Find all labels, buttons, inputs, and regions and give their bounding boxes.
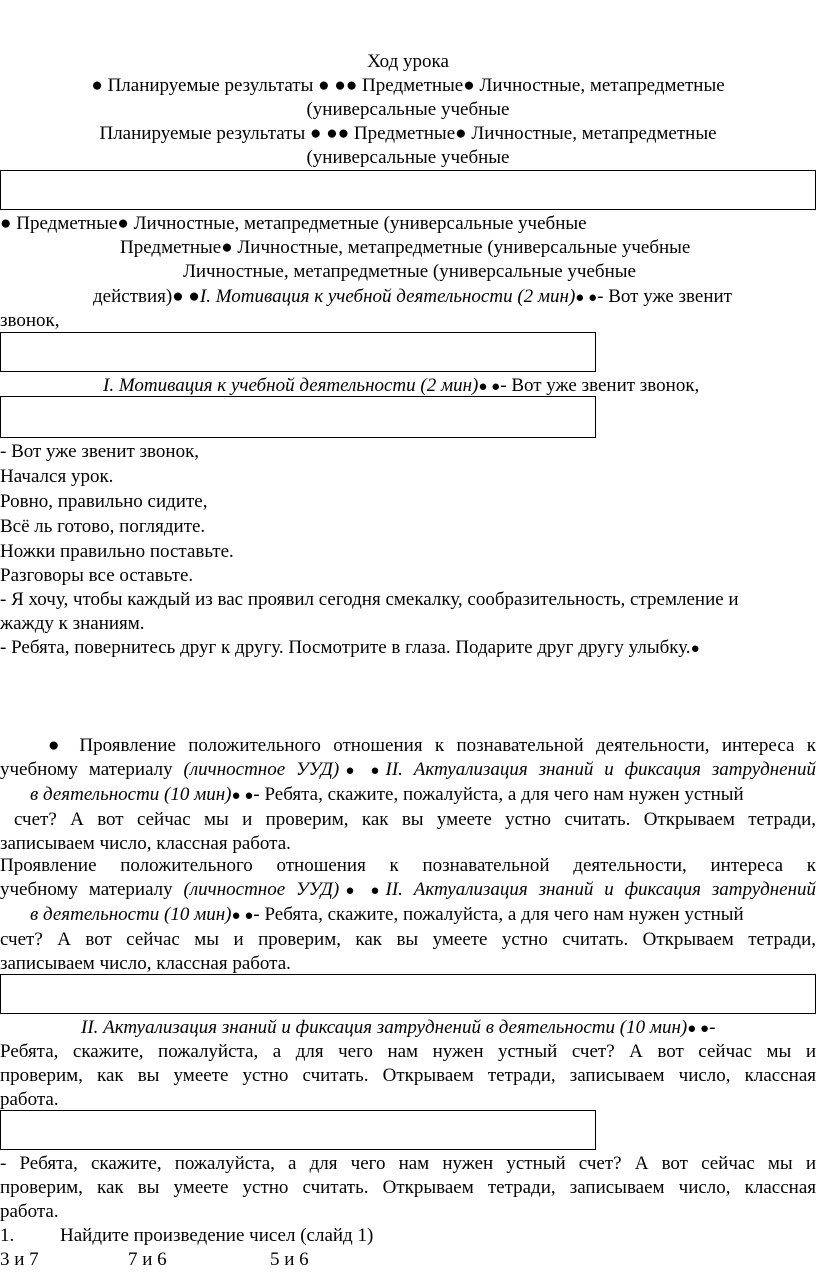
empty-table-cell-2	[0, 332, 596, 372]
block2-line4-suffix: - Вот уже звенит	[597, 286, 732, 307]
poem-line: Разговоры все оставьте.	[0, 565, 194, 586]
final-line-2: проверим, как вы умеете устно считать. Открываем тетради, записываем число, классная	[0, 1177, 816, 1198]
attitude-paragraph-2	[0, 854, 816, 976]
bullet-icon: ● ●	[687, 1021, 710, 1037]
actualization-line-3: проверим, как вы умеете устно считать. Открываем тетради, записываем число, классная	[0, 1065, 816, 1086]
empty-table-cell-1	[0, 170, 816, 210]
attitude-line-3: в деятельности (10 мин)● ●- Ребята, скажите, пожалуйста, а для чего нам нужен устный	[30, 784, 744, 805]
actualization-line-4: работа.	[0, 1089, 59, 1110]
final-line-3: работа.	[0, 1201, 59, 1222]
block2-line-2: Предметные● Личностные, метапредметные (универсальные учебные	[120, 237, 691, 258]
number-pair: 7 и 6	[128, 1249, 167, 1270]
wish-line-1: - Я хочу, чтобы каждый из вас проявил сегодня смекалку, сообразительность, стремление и	[0, 589, 739, 610]
attitude-line-4: счет? А вот сейчас мы и проверим, как вы умеете устно считать. Открываем тетради,	[0, 929, 816, 950]
bullet-icon: ● ●	[231, 908, 254, 924]
attitude-line-5: записываем число, классная работа.	[0, 833, 291, 854]
block2-line-5: звонок,	[0, 310, 60, 331]
block2-line-1: ● Предметные● Личностные, метапредметные (универсальные учебные	[0, 213, 587, 234]
bullet-icon: ● ●	[339, 883, 386, 899]
attitude-line-4: счет? А вот сейчас мы и проверим, как вы умеете устно считать. Открываем тетради,	[14, 809, 816, 830]
poem-line: Ножки правильно поставьте.	[0, 541, 234, 562]
bullet-icon: ● ●	[575, 290, 598, 306]
bullet-icon: ● ●	[478, 379, 501, 395]
actualization-heading: II. Актуализация знаний и фиксация затруднений в деятельности (10 мин)	[81, 1017, 688, 1038]
block2-line-3: Личностные, метапредметные (универсальные учебные	[183, 261, 636, 282]
attitude-line-2: учебному материалу (личностное УУД)● ●II. Актуализация знаний и фиксация затруднений	[0, 759, 816, 780]
lesson-title: Ход урока	[367, 51, 449, 72]
motivation-heading-inline: I. Мотивация к учебной деятельности (2 мин)	[199, 286, 576, 307]
empty-table-cell-3	[0, 396, 596, 438]
wish-line-2: жажду к знаниям.	[0, 613, 145, 634]
poem-line: Ровно, правильно сидите,	[0, 491, 208, 512]
attitude-line-1: Проявление положительного отношения к познавательной деятельности, интереса к	[0, 855, 816, 876]
block2-line4-prefix: действия)● ●	[93, 286, 200, 307]
attitude-paragraph-1	[0, 734, 816, 856]
header-line-1: ● Планируемые результаты ● ●● Предметные● Личностные, метапредметные	[91, 75, 725, 96]
poem-line: Всё ль готово, поглядите.	[0, 516, 206, 537]
empty-table-cell-5	[0, 1110, 596, 1150]
actualization-heading-line: II. Актуализация знаний и фиксация затруднений в деятельности (10 мин)● ●-	[81, 1017, 716, 1038]
number-pair: 3 и 7	[0, 1249, 39, 1270]
actualization-line-2: Ребята, скажите, пожалуйста, а для чего нам нужен устный счет? А вот сейчас мы и	[0, 1041, 816, 1062]
attitude-line-3: в деятельности (10 мин)● ●- Ребята, скажите, пожалуйста, а для чего нам нужен устный	[30, 904, 744, 925]
task-number: 1.	[0, 1225, 15, 1246]
header-line-4: (универсальные учебные	[306, 147, 510, 168]
bullet-icon: ● ●	[231, 788, 254, 804]
bullet-icon: ●	[690, 641, 700, 657]
attitude-line-2: учебному материалу (личностное УУД)● ●II. Актуализация знаний и фиксация затруднений	[0, 879, 816, 900]
number-pair: 5 и 6	[270, 1249, 309, 1270]
wish-line-3	[0, 636, 700, 661]
header-line-2: (универсальные учебные	[306, 99, 510, 120]
bullet-icon: ● ●	[339, 763, 386, 779]
block2-line-4	[93, 285, 732, 310]
poem-line: Начался урок.	[0, 466, 114, 487]
wish-text: - Ребята, повернитесь друг к другу. Посмотрите в глаза. Подарите друг другу улыбку.	[0, 637, 691, 658]
task-text: Найдите произведение чисел (слайд 1)	[60, 1225, 374, 1246]
final-line-1: - Ребята, скажите, пожалуйста, а для чего нам нужен устный счет? А вот сейчас мы и	[0, 1153, 816, 1174]
poem-line: - Вот уже звенит звонок,	[0, 441, 200, 462]
attitude-line-1: ● Проявление положительного отношения к познавательной деятельности, интереса к	[48, 735, 816, 756]
attitude-line-5: записываем число, классная работа.	[0, 953, 291, 974]
motivation-tail: - Вот уже звенит звонок,	[500, 375, 700, 396]
header-line-3: Планируемые результаты ● ●● Предметные● Личностные, метапредметные	[99, 123, 717, 144]
final-paragraph	[0, 1152, 816, 1224]
motivation-heading: I. Мотивация к учебной деятельности (2 мин)	[103, 375, 479, 396]
actualization-paragraph	[0, 1040, 816, 1112]
empty-table-cell-4	[0, 974, 816, 1014]
